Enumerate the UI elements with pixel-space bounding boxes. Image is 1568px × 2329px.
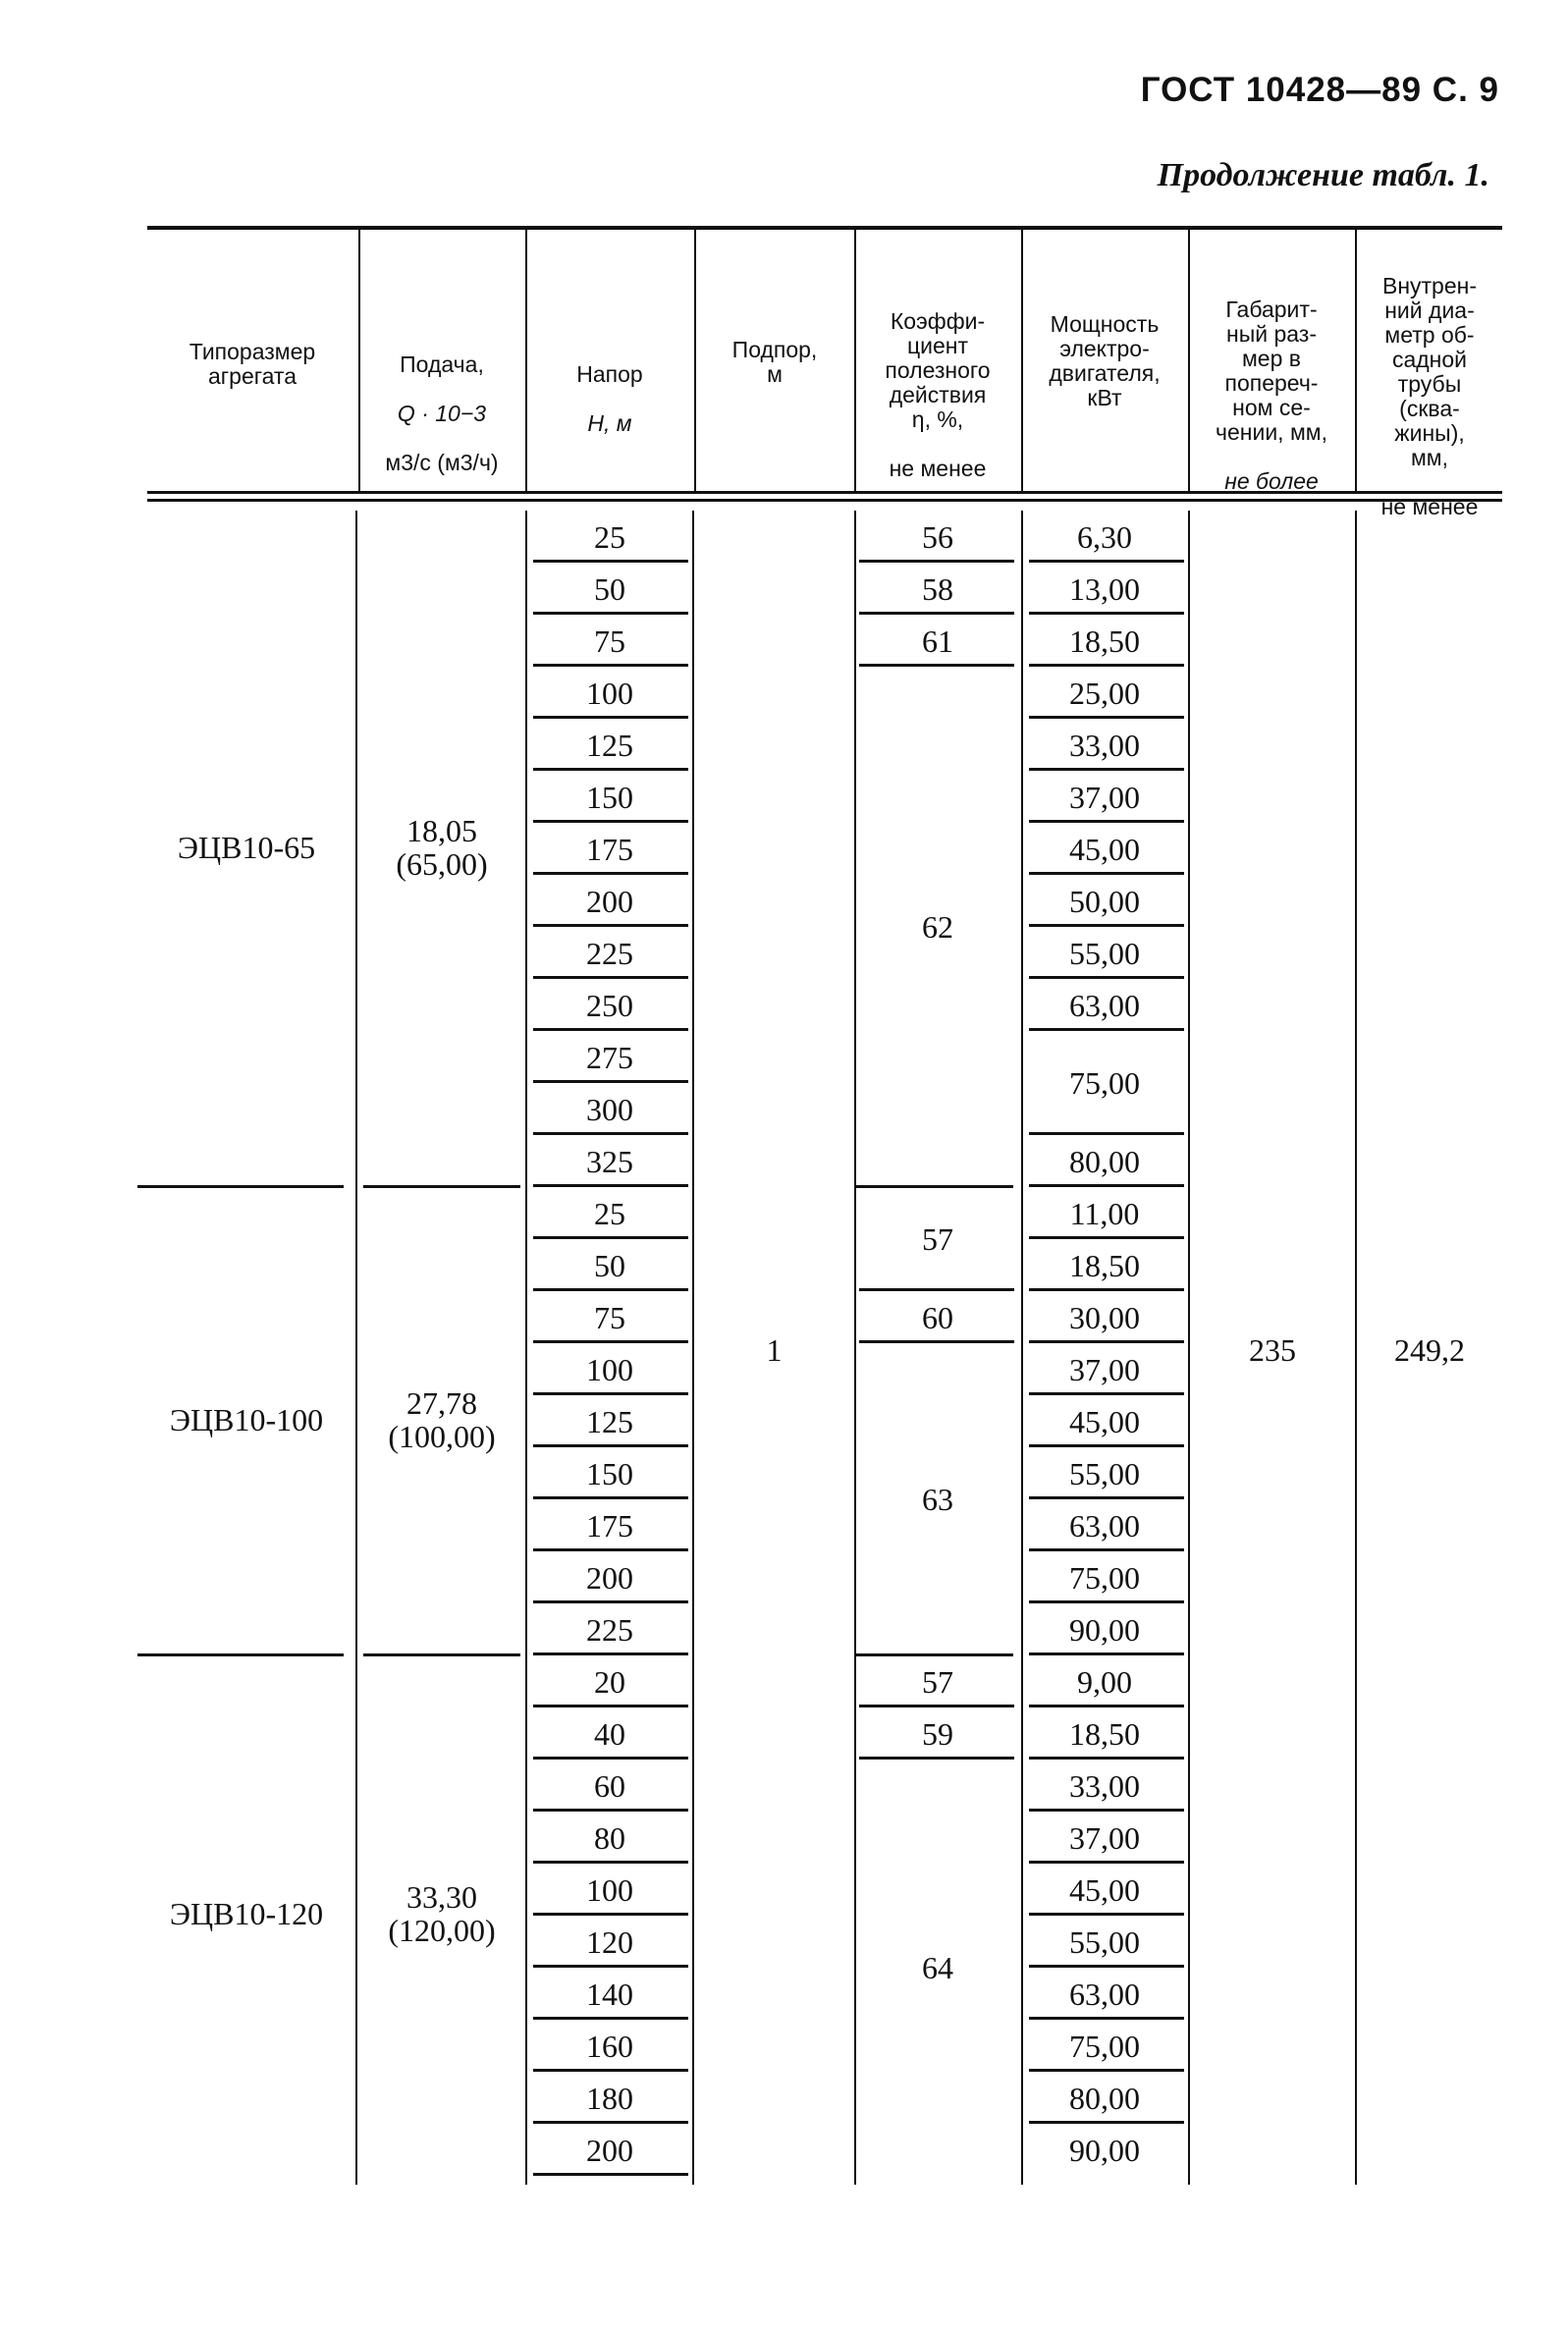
power-value: 18,50 [1069, 623, 1140, 659]
head-value: 325 [586, 1144, 633, 1179]
group-separator-flow [363, 1653, 520, 1656]
power-value: 80,00 [1069, 2080, 1140, 2116]
flow-value: 33,30 [406, 1879, 477, 1915]
head-row-rule [533, 872, 688, 875]
power-row-rule [1029, 1444, 1184, 1447]
power-value: 45,00 [1069, 831, 1140, 867]
head-value: 100 [586, 1352, 633, 1387]
head-row-rule [533, 2069, 688, 2072]
head-value: 200 [586, 2133, 633, 2168]
efficiency-value: 56 [922, 518, 953, 555]
efficiency-row-rule [859, 1705, 1014, 1707]
head-value: 25 [594, 1196, 625, 1231]
power-row-rule [1029, 2069, 1184, 2072]
head-value: 125 [586, 1404, 633, 1439]
head-row-rule [533, 1861, 688, 1864]
power-row-rule [1029, 1236, 1184, 1239]
efficiency-row-rule [859, 1288, 1014, 1291]
head-row-rule [533, 2121, 688, 2124]
power-row-rule [1029, 664, 1184, 667]
head-row-rule [533, 1548, 688, 1551]
power-row-rule [1029, 976, 1184, 979]
head-value: 180 [586, 2081, 633, 2116]
head-row-rule [533, 924, 688, 927]
efficiency-value: 58 [922, 570, 953, 607]
head-value: 140 [586, 1977, 633, 2012]
col-header-flow-line3: м3/с (м3/ч) [385, 450, 499, 475]
flow-value: 18,05 [406, 812, 477, 848]
power-value: 30,00 [1069, 1299, 1140, 1335]
power-row-rule [1029, 1965, 1184, 1968]
col-header-size [1190, 273, 1353, 518]
group-separator-name [137, 1653, 344, 1656]
efficiency-row-rule [859, 1757, 1014, 1760]
power-value: 63,00 [1069, 987, 1140, 1023]
head-value: 60 [594, 1768, 625, 1804]
col-header-efficiency-note: не менее [889, 456, 987, 481]
backpressure-value: 1 [766, 1332, 783, 1368]
head-value: 75 [594, 623, 625, 659]
power-row-rule [1029, 1600, 1184, 1603]
efficiency-value: 60 [922, 1299, 953, 1335]
head-row-rule [533, 1184, 688, 1187]
power-value: 75,00 [1069, 1065, 1140, 1101]
power-value: 90,00 [1069, 1611, 1140, 1648]
head-value: 80 [594, 1820, 625, 1856]
power-value: 75,00 [1069, 1559, 1140, 1596]
head-row-rule [533, 1600, 688, 1603]
head-row-rule [533, 1340, 688, 1343]
power-row-rule [1029, 1340, 1184, 1343]
power-row-rule [1029, 1288, 1184, 1291]
power-value: 18,50 [1069, 1247, 1140, 1283]
power-value: 55,00 [1069, 935, 1140, 971]
table-continuation-caption: Продолжение табл. 1. [1157, 157, 1489, 193]
flow-value-m3h: (100,00) [388, 1418, 496, 1454]
body-separator [355, 511, 357, 2185]
col-header-type: Типоразмер агрегата [189, 339, 316, 389]
head-value: 125 [586, 728, 633, 763]
efficiency-value: 63 [922, 1482, 953, 1517]
pump-type: ЭЦВ10-100 [169, 1401, 324, 1437]
power-value: 25,00 [1069, 675, 1140, 711]
power-row-rule [1029, 716, 1184, 719]
col-header-efficiency [856, 285, 1019, 506]
size-value: 235 [1249, 1332, 1296, 1368]
power-value: 55,00 [1069, 1923, 1140, 1960]
head-row-rule [533, 976, 688, 979]
col-header-efficiency-main: Коэффи- циент полезного действия η, %, [885, 308, 991, 432]
head-row-rule [533, 1236, 688, 1239]
col-header-diameter [1357, 249, 1502, 544]
power-row-rule [1029, 1184, 1184, 1187]
head-value: 200 [586, 884, 633, 919]
head-row-rule [533, 1132, 688, 1135]
head-row-rule [533, 768, 688, 771]
power-value: 75,00 [1069, 2028, 1140, 2064]
efficiency-row-rule [859, 664, 1014, 667]
head-value: 160 [586, 2029, 633, 2064]
head-row-rule [533, 1652, 688, 1655]
head-row-rule [533, 1705, 688, 1707]
head-row-rule [533, 612, 688, 615]
head-value: 100 [586, 1872, 633, 1908]
head-value: 25 [594, 519, 625, 555]
head-value: 225 [586, 936, 633, 971]
power-value: 13,00 [1069, 570, 1140, 607]
head-value: 75 [594, 1300, 625, 1335]
head-row-rule [533, 1444, 688, 1447]
head-value: 175 [586, 832, 633, 867]
power-value: 33,00 [1069, 727, 1140, 763]
head-row-rule [533, 1028, 688, 1031]
head-row-rule [533, 1288, 688, 1291]
col-header-flow [359, 328, 524, 500]
head-row-rule [533, 716, 688, 719]
power-value: 50,00 [1069, 883, 1140, 919]
head-value: 40 [594, 1716, 625, 1752]
power-value: 9,00 [1077, 1663, 1132, 1700]
power-row-rule [1029, 2017, 1184, 2020]
head-row-rule [533, 1809, 688, 1812]
col-header-diameter-main: Внутрен- ний диа- метр об- садной трубы (сква- жины), мм, [1381, 273, 1478, 470]
group-separator-flow [363, 1185, 520, 1188]
head-row-rule [533, 664, 688, 667]
head-row-rule [533, 1392, 688, 1395]
head-value: 50 [594, 1248, 625, 1283]
head-value: 150 [586, 1456, 633, 1491]
col-header-head-line2: H, м [587, 410, 632, 436]
diameter-value: 249,2 [1394, 1332, 1465, 1368]
efficiency-row-rule [859, 1340, 1014, 1343]
power-value: 11,00 [1069, 1195, 1140, 1231]
power-row-rule [1029, 612, 1184, 615]
efficiency-row-rule [859, 560, 1014, 563]
head-row-rule [533, 1080, 688, 1083]
group-separator-efficiency [856, 1185, 1013, 1188]
power-row-rule [1029, 2121, 1184, 2124]
power-row-rule [1029, 1392, 1184, 1395]
power-row-rule [1029, 1705, 1184, 1707]
pump-type: ЭЦВ10-120 [169, 1896, 324, 1931]
efficiency-row-rule [859, 612, 1014, 615]
col-header-head [527, 338, 692, 460]
head-value: 175 [586, 1508, 633, 1544]
head-row-rule [533, 2173, 688, 2176]
head-row-rule [533, 2017, 688, 2020]
power-row-rule [1029, 1913, 1184, 1916]
col-header-backpressure: Подпор, м [731, 337, 818, 387]
power-row-rule [1029, 1548, 1184, 1551]
page-header: ГОСТ 10428—89 С. 9 [1140, 71, 1499, 109]
head-value: 275 [586, 1040, 633, 1075]
power-row-rule [1029, 924, 1184, 927]
efficiency-value: 61 [922, 623, 953, 659]
power-row-rule [1029, 1028, 1184, 1031]
power-value: 80,00 [1069, 1143, 1140, 1179]
power-value: 37,00 [1069, 1819, 1140, 1856]
efficiency-value: 62 [922, 909, 953, 945]
efficiency-value: 57 [922, 1221, 953, 1257]
efficiency-value: 64 [922, 1950, 953, 1985]
head-value: 250 [586, 988, 633, 1023]
head-row-rule [533, 1913, 688, 1916]
efficiency-value: 57 [922, 1663, 953, 1700]
group-separator-efficiency [856, 1653, 1013, 1656]
head-value: 50 [594, 571, 625, 607]
col-header-size-main: Габарит- ный раз- мер в попереч- ном се- чении, мм, [1216, 297, 1327, 445]
power-value: 45,00 [1069, 1871, 1140, 1908]
head-row-rule [533, 820, 688, 823]
power-row-rule [1029, 560, 1184, 563]
power-row-rule [1029, 1496, 1184, 1499]
power-value: 45,00 [1069, 1403, 1140, 1439]
pump-type: ЭЦВ10-65 [177, 829, 316, 865]
power-row-rule [1029, 1861, 1184, 1864]
head-value: 225 [586, 1612, 633, 1648]
power-row-rule [1029, 1132, 1184, 1135]
flow-value-m3h: (120,00) [388, 1913, 496, 1948]
head-value: 200 [586, 1560, 633, 1596]
body-separator [854, 511, 856, 2185]
head-value: 20 [594, 1664, 625, 1700]
power-row-rule [1029, 768, 1184, 771]
col-header-power: Мощность электро- двигателя, кВт [1049, 311, 1161, 410]
col-header-size-note: не более [1224, 468, 1319, 494]
col-header-flow-line2: Q · 10−3 [397, 401, 487, 426]
col-header-head-line1: Напор [576, 361, 643, 387]
power-row-rule [1029, 1809, 1184, 1812]
power-row-rule [1029, 1757, 1184, 1760]
head-row-rule [533, 1965, 688, 1968]
power-value: 90,00 [1069, 2132, 1140, 2168]
power-value: 18,50 [1069, 1715, 1140, 1752]
power-row-rule [1029, 872, 1184, 875]
col-header-flow-line1: Подача, [400, 352, 484, 377]
power-value: 37,00 [1069, 1351, 1140, 1387]
table-top-rule [147, 226, 1502, 230]
flow-value: 27,78 [406, 1384, 477, 1421]
head-value: 100 [586, 676, 633, 711]
power-row-rule [1029, 820, 1184, 823]
group-separator-name [137, 1185, 344, 1188]
head-row-rule [533, 560, 688, 563]
power-value: 55,00 [1069, 1455, 1140, 1491]
power-value: 63,00 [1069, 1507, 1140, 1544]
power-value: 37,00 [1069, 779, 1140, 815]
power-row-rule [1029, 1652, 1184, 1655]
efficiency-value: 59 [922, 1715, 953, 1752]
head-value: 300 [586, 1092, 633, 1127]
power-value: 63,00 [1069, 1976, 1140, 2012]
col-header-diameter-note: не менее [1380, 494, 1479, 519]
head-value: 150 [586, 780, 633, 815]
power-value: 33,00 [1069, 1767, 1140, 1804]
flow-value-m3h: (65,00) [396, 845, 488, 882]
head-value: 120 [586, 1924, 633, 1960]
power-value: 6,30 [1077, 518, 1132, 555]
head-row-rule [533, 1496, 688, 1499]
head-row-rule [533, 1757, 688, 1760]
